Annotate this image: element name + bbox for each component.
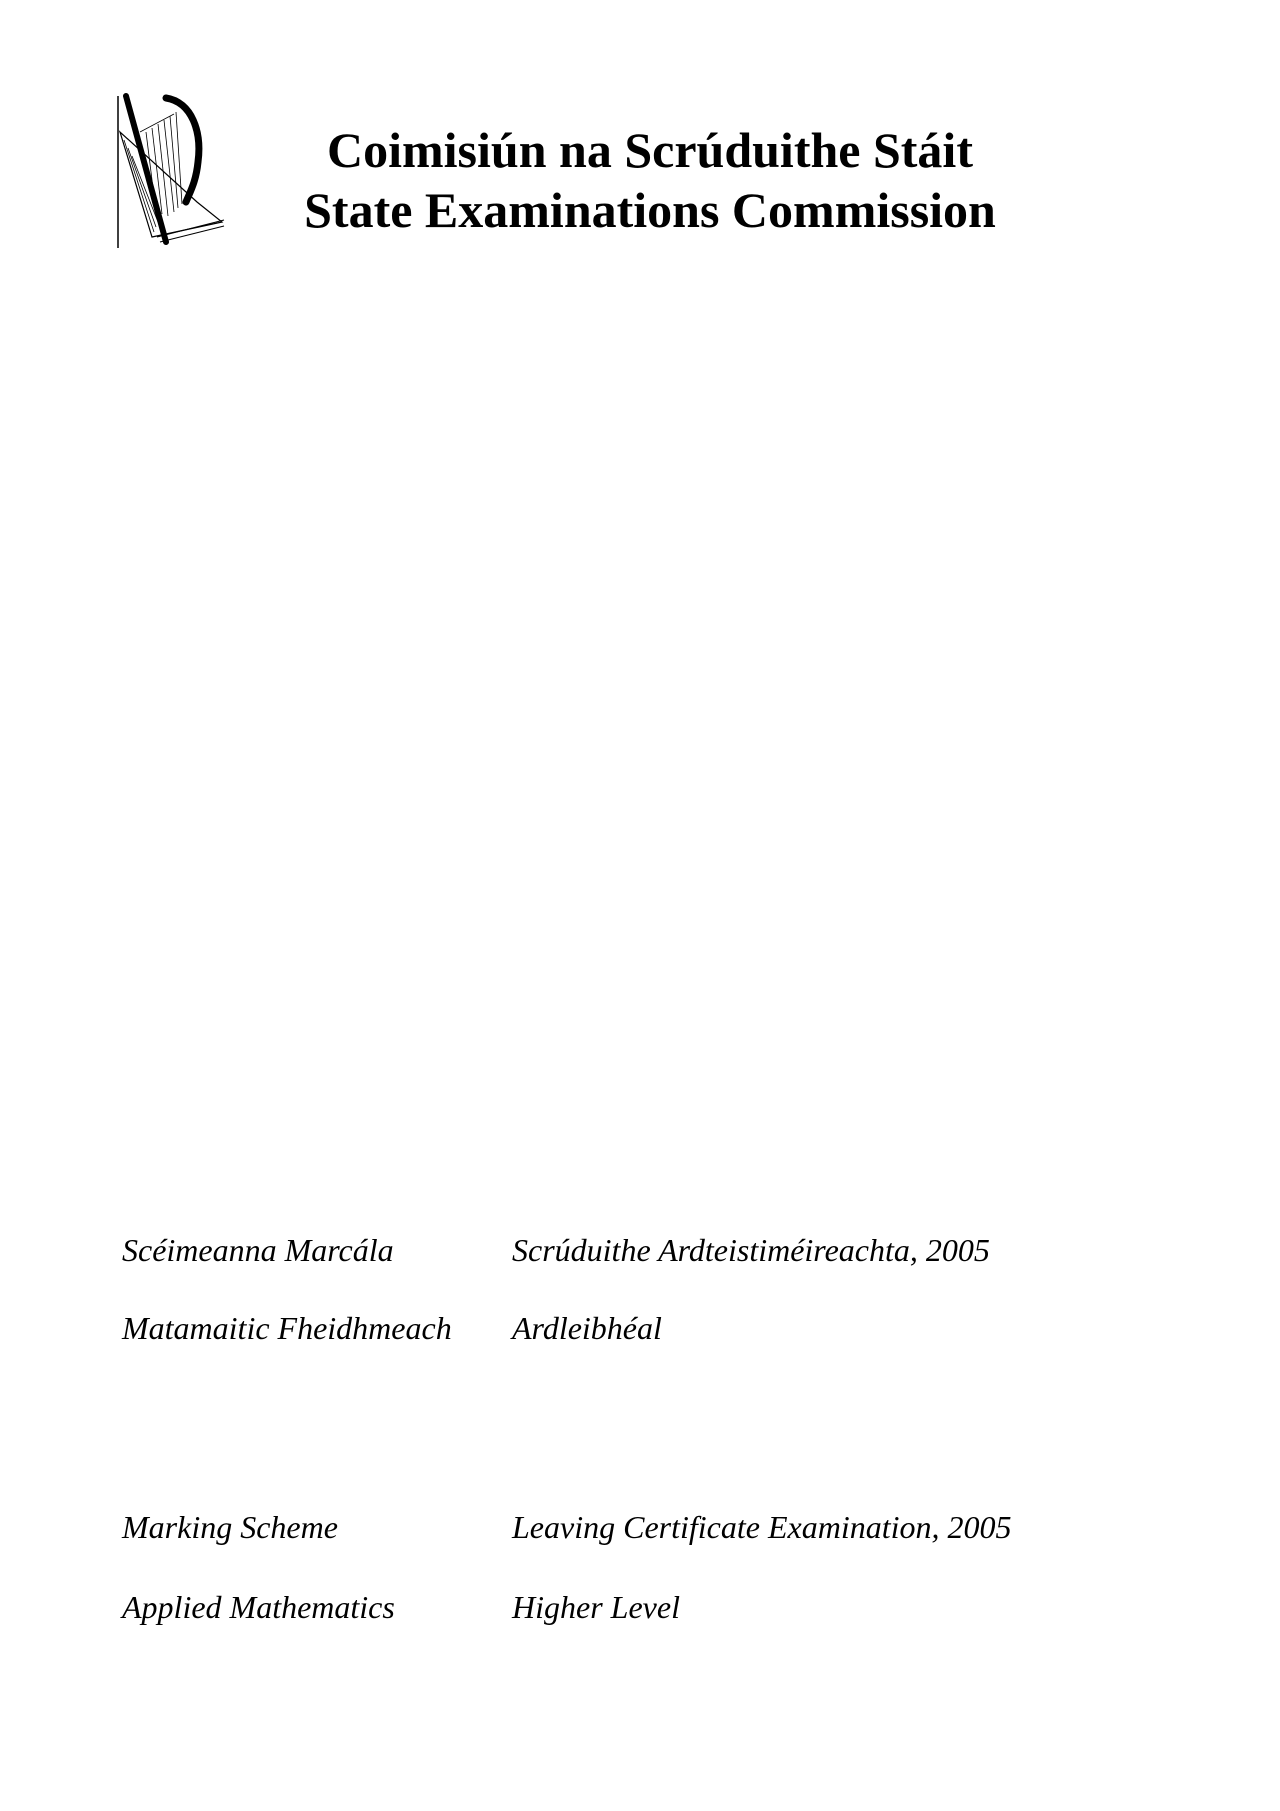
english-level: Higher Level (512, 1589, 680, 1625)
irish-exam-name: Scrúduithe Ardteistiméireachta, 2005 (512, 1232, 990, 1268)
document-header (250, 120, 1050, 240)
irish-marking-scheme-label: Scéimeanna Marcála (122, 1232, 394, 1268)
harp-book-icon (112, 92, 232, 252)
irish-subject: Matamaitic Fheidhmeach (122, 1310, 452, 1346)
english-exam-name: Leaving Certificate Examination, 2005 (512, 1509, 1012, 1545)
english-subject: Applied Mathematics (122, 1589, 395, 1625)
header-title-irish: Coimisiún na Scrúduithe Stáit (327, 122, 973, 178)
irish-level: Ardleibhéal (512, 1310, 662, 1346)
english-marking-scheme-label: Marking Scheme (122, 1509, 338, 1545)
header-title-english: State Examinations Commission (304, 182, 996, 238)
